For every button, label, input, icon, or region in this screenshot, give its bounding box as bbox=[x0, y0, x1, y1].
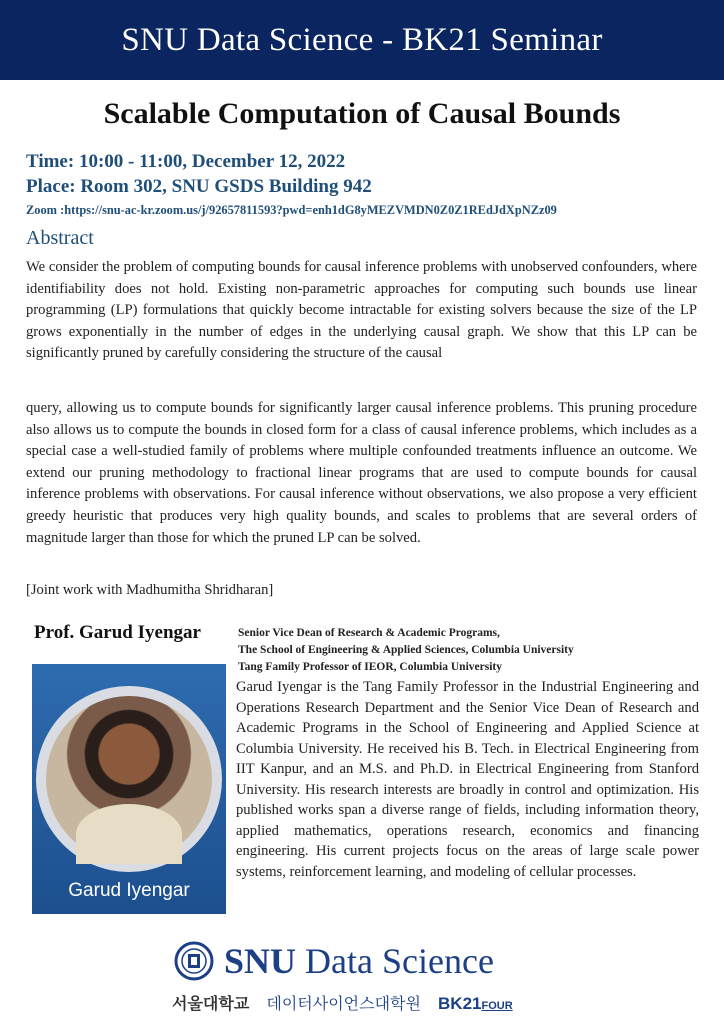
abstract-heading: Abstract bbox=[26, 227, 94, 249]
logo-snu: SNU bbox=[224, 941, 297, 981]
photo-caption: Garud Iyengar bbox=[68, 880, 190, 901]
seminar-title: Scalable Computation of Causal Bounds bbox=[103, 97, 621, 130]
seminar-time: Time: 10:00 - 11:00, December 12, 2022 bbox=[26, 151, 346, 172]
logo-data-science: Data Science bbox=[305, 941, 494, 981]
banner-title: SNU Data Science - BK21 Seminar bbox=[121, 21, 603, 58]
seminar-banner bbox=[0, 0, 724, 80]
speaker-photo bbox=[32, 664, 226, 914]
grad-korean: 데이터사이언스대학원 bbox=[266, 994, 421, 1013]
seminar-place: Place: Room 302, SNU GSDS Building 942 bbox=[26, 176, 372, 197]
snu-data-science-logo bbox=[174, 940, 494, 982]
speaker-titles bbox=[238, 625, 574, 676]
speaker-shirt bbox=[76, 804, 182, 864]
zoom-link[interactable]: Zoom :https://snu-ac-kr.zoom.us/j/92657811593?pwd=enh1dG8yMEZVMDN0Z0Z1REdJdXpNZz09 bbox=[26, 203, 557, 217]
joint-work-note: [Joint work with Madhumitha Shridharan] bbox=[26, 582, 274, 598]
speaker-title-line: The School of Engineering & Applied Sciences, Columbia University bbox=[238, 644, 574, 656]
speaker-name: Prof. Garud Iyengar bbox=[34, 622, 201, 643]
speaker-title-line: Senior Vice Dean of Research & Academic Programs, bbox=[238, 627, 500, 639]
univ-korean: 서울대학교 bbox=[172, 994, 250, 1013]
logo-text bbox=[224, 940, 494, 982]
footer-korean-line bbox=[172, 991, 513, 1014]
abstract-paragraph-2: query, allowing us to compute bounds for significantly larger causal inference problems. This pruning procedure also allows us to compute the bounds in closed form for a class of causal inference problems, which includes as a special case a well-studied family of problems where multiple confounded treatments influence an outcome. We extend our pruning methodology to fractional linear programs that are used to compute bounds for causal inference problems with observations. For causal inference without observations, we also propose a very efficient greedy heuristic that produces very high quality bounds, and scales to problems that are several orders of magnitude larger than those for which the pruned LP can be solved. bbox=[26, 400, 697, 546]
abstract-paragraph-1: We consider the problem of computing bounds for causal inference problems with unobserved confounders, where identifiability does not hold. Existing non-parametric approaches for computing such bounds use linear programming (LP) formulations that quickly become intractable for existing solvers because the size of the LP grows exponentially in the number of edges in the underlying causal graph. We show that this LP can be significantly pruned by carefully considering the structure of the causal bbox=[26, 259, 697, 362]
speaker-title-line: Tang Family Professor of IEOR, Columbia University bbox=[238, 661, 502, 673]
four-label: FOUR bbox=[481, 1000, 513, 1012]
bk21-label: BK21 bbox=[438, 994, 482, 1013]
speaker-bio: Garud Iyengar is the Tang Family Professor in the Industrial Engineering and Operations Research Department and the Senior Vice Dean of Research and Academic Programs in the School of Engineering and Applied Science at Columbia University. He received his B. Tech. in Electrical Engineering from IIT Kanpur, and an M.S. and Ph.D. in Electrical Engineering from Stanford University. His research interests are broadly in control and optimization. His published works span a diverse range of fields, including information theory, applied mathematics, operations research, economics and financing engineering. His current projects focus on the areas of large scale power systems, reinforcement learning, and modeling of cellular processes. bbox=[236, 679, 699, 880]
snu-emblem-icon bbox=[174, 941, 214, 981]
